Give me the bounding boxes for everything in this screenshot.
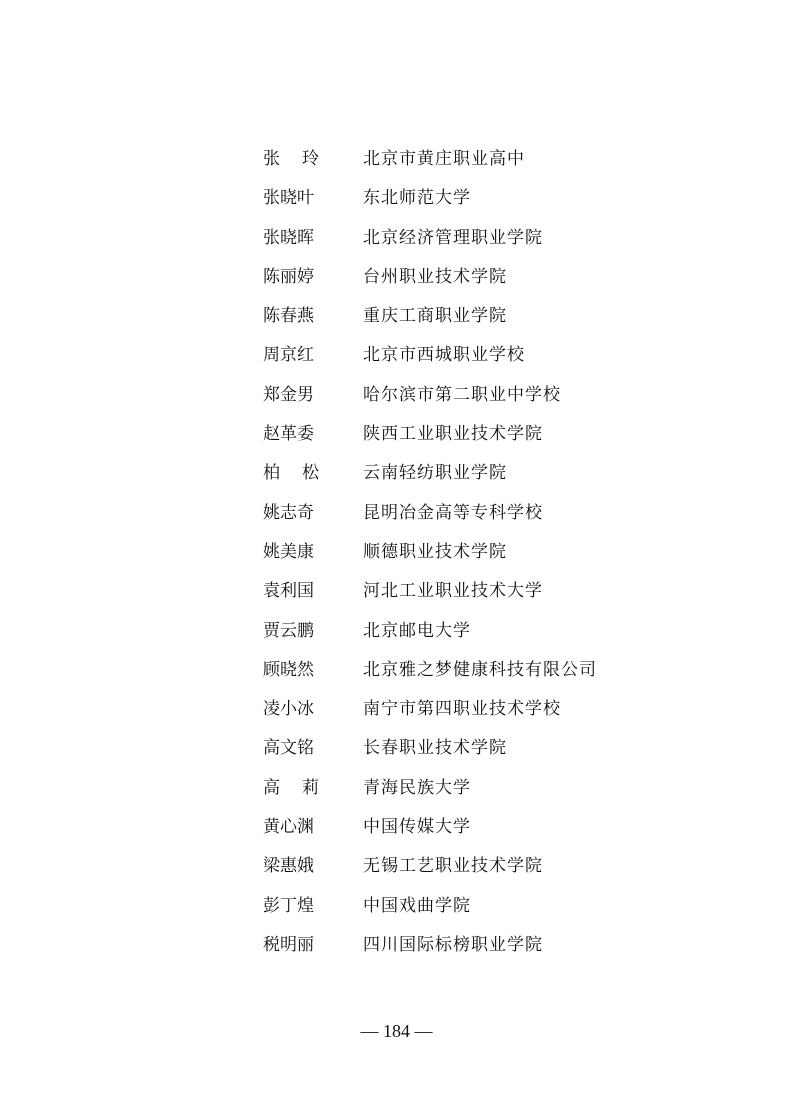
list-item	[0, 690, 793, 729]
person-name: 郑金男	[263, 384, 314, 405]
list-item	[0, 533, 793, 572]
organization-name: 昆明冶金高等专科学校	[363, 502, 543, 523]
organization-name: 东北师范大学	[363, 188, 471, 209]
person-name: 黄心渊	[263, 817, 314, 838]
organization-name: 哈尔滨市第二职业中学校	[363, 384, 561, 405]
list-item	[0, 179, 793, 218]
organization-name: 中国戏曲学院	[363, 895, 471, 916]
organization-name: 顺德职业技术学院	[363, 541, 507, 562]
list-item	[0, 376, 793, 415]
person-name: 陈丽婷	[263, 266, 314, 287]
organization-name: 重庆工商职业学院	[363, 306, 507, 327]
person-name: 彭丁煌	[263, 895, 314, 916]
organization-name: 青海民族大学	[363, 777, 471, 798]
organization-name: 北京雅之梦健康科技有限公司	[363, 659, 597, 680]
list-item	[0, 140, 793, 179]
person-name: 贾云鹏	[263, 620, 314, 641]
list-item	[0, 769, 793, 808]
list-item	[0, 808, 793, 847]
list-item	[0, 415, 793, 454]
list-item	[0, 847, 793, 886]
organization-name: 中国传媒大学	[363, 817, 471, 838]
organization-name: 台州职业技术学院	[363, 266, 507, 287]
list-item	[0, 572, 793, 611]
person-name: 税明丽	[263, 934, 314, 955]
person-name: 赵革委	[263, 424, 314, 445]
list-item	[0, 494, 793, 533]
person-name: 梁惠娥	[263, 856, 314, 877]
organization-name: 长春职业技术学院	[363, 738, 507, 759]
person-name: 顾晓然	[263, 659, 314, 680]
person-name: 高 莉	[263, 777, 319, 798]
list-item	[0, 336, 793, 375]
organization-name: 北京市西城职业学校	[363, 345, 525, 366]
list-item	[0, 258, 793, 297]
list-item	[0, 729, 793, 768]
person-name: 陈春燕	[263, 306, 314, 327]
organization-name: 云南轻纺职业学院	[363, 463, 507, 484]
person-name: 高文铭	[263, 738, 314, 759]
organization-name: 河北工业职业技术大学	[363, 581, 543, 602]
person-name: 张晓叶	[263, 188, 314, 209]
organization-name: 陕西工业职业技术学院	[363, 424, 543, 445]
list-item	[0, 926, 793, 965]
organization-name: 北京经济管理职业学院	[363, 227, 543, 248]
organization-name: 北京邮电大学	[363, 620, 471, 641]
person-name: 姚美康	[263, 541, 314, 562]
list-item	[0, 612, 793, 651]
list-item	[0, 651, 793, 690]
organization-name: 南宁市第四职业技术学校	[363, 699, 561, 720]
person-name: 柏 松	[263, 463, 319, 484]
organization-name: 四川国际标榜职业学院	[363, 934, 543, 955]
person-name: 袁利国	[263, 581, 314, 602]
list-item	[0, 219, 793, 258]
name-list	[0, 140, 793, 965]
person-name: 凌小冰	[263, 699, 314, 720]
person-name: 张晓晖	[263, 227, 314, 248]
organization-name: 无锡工艺职业技术学院	[363, 856, 543, 877]
list-item	[0, 887, 793, 926]
organization-name: 北京市黄庄职业高中	[363, 149, 525, 169]
page-number: — 184 —	[360, 1021, 433, 1041]
person-name: 张 玲	[263, 149, 319, 169]
list-item	[0, 454, 793, 493]
list-item	[0, 297, 793, 336]
person-name: 姚志奇	[263, 502, 314, 523]
person-name: 周京红	[263, 345, 314, 366]
